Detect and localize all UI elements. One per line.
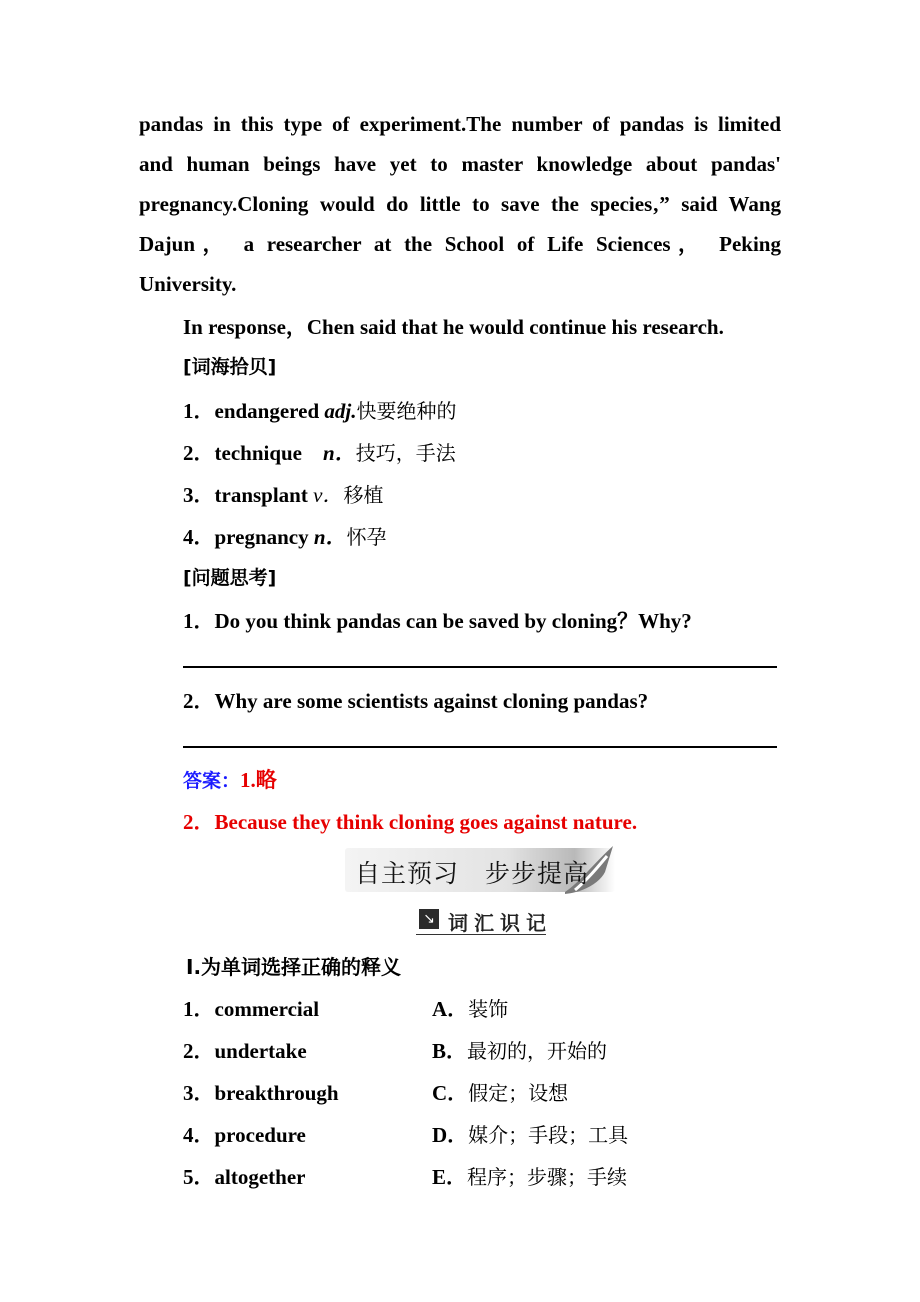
vocab-meaning: 移植 [343,483,384,507]
exercise-heading [186,951,401,980]
vocab-meaning: 技巧，手法 [355,441,456,465]
answer-second-num: 2． [183,810,215,834]
questions-heading [183,563,276,590]
exercise-option [432,1077,568,1107]
passage-line: pregnancy.Cloning would do little to save the species‚” said Wang [139,192,781,216]
exercise-num: 4． [183,1123,215,1147]
vocab-word: transplant [214,483,314,507]
exercise-option [432,993,508,1023]
question-item [183,685,648,715]
exercise-word [183,993,319,1023]
exercise-word [183,1161,305,1191]
questions-heading-text: [问题思考] [183,567,277,589]
exercise-word-text: commercial [214,997,320,1021]
vocab-item [183,437,456,467]
vocab-num: 1． [183,399,215,423]
option-letter: C． [432,1081,469,1105]
vocab-pos: v． [313,483,344,507]
vocab-num: 3． [183,483,215,507]
vocab-word: endangered [214,399,325,423]
answer-line-2 [183,806,637,836]
question-text: Why are some scientists against cloning pandas? [214,689,649,713]
answer-label: 答案： [183,770,241,792]
exercise-num: 5． [183,1165,215,1189]
answer-line-1 [183,764,277,794]
exercise-option [432,1035,607,1065]
banner-title: 自主预习 步步提高 [355,859,590,888]
vocab-heading [183,352,276,379]
answer-blank-line[interactable] [183,666,777,668]
sub-banner [416,904,552,936]
option-letter: B． [432,1039,468,1063]
option-meaning: 假定；设想 [468,1081,569,1105]
exercise-option [432,1119,628,1149]
vocab-heading-text: [词海拾贝] [183,356,277,378]
option-letter: E． [432,1165,468,1189]
exercise-heading-text: Ⅰ.为单词选择正确的释义 [186,955,402,979]
vocab-pos: n． [313,525,347,549]
vocab-item [183,521,387,551]
vocab-item [183,479,383,509]
option-letter: A． [432,997,469,1021]
passage-response: In response，Chen said that he would continue his research. [183,315,724,339]
arrow-down-right-icon: ↘ [419,909,439,929]
exercise-word [183,1035,307,1065]
exercise-word-text: breakthrough [214,1081,339,1105]
exercise-word [183,1077,339,1107]
exercise-word-text: undertake [214,1039,307,1063]
question-num: 2． [183,689,215,713]
passage-paragraph [139,104,781,304]
answer-first: 1.略 [240,768,277,792]
exercise-num: 3． [183,1081,215,1105]
section-banner [345,842,615,900]
option-meaning: 装饰 [468,997,509,1021]
vocab-word: pregnancy [214,525,314,549]
option-meaning: 最初的，开始的 [467,1039,608,1063]
exercise-word [183,1119,306,1149]
vocab-pos: adj. [324,399,357,423]
answer-blank-line[interactable] [183,746,777,748]
exercise-num: 2． [183,1039,215,1063]
exercise-word-text: altogether [214,1165,306,1189]
exercise-word-text: procedure [214,1123,306,1147]
option-letter: D． [432,1123,469,1147]
exercise-num: 1． [183,997,215,1021]
vocab-num: 2． [183,441,215,465]
question-num: 1． [183,609,215,633]
vocab-meaning: 怀孕 [346,525,387,549]
question-text: Do you think pandas can be saved by cloning？Why? [214,609,692,633]
passage-line: and human beings have yet to master knowledge about pandas' [139,152,781,176]
question-item [183,605,692,635]
sub-banner-title: 词汇识记 [448,911,552,935]
exercise-option [432,1161,627,1191]
passage-line: pandas in this type of experiment.The number of pandas is limited [139,112,781,136]
sub-banner-underline [416,934,546,935]
passage-line: Dajun， a researcher at the School of Life Sciences， Peking [139,232,781,256]
option-meaning: 程序；步骤；手续 [467,1165,628,1189]
vocab-item [183,395,456,425]
passage-line: University. [139,272,237,296]
vocab-pos: n． [323,441,356,465]
vocab-meaning: 快要绝种的 [356,399,457,423]
vocab-num: 4． [183,525,215,549]
answer-second: Because they think cloning goes against nature. [214,810,638,834]
vocab-word: technique [214,441,324,465]
option-meaning: 媒介；手段；工具 [468,1123,629,1147]
